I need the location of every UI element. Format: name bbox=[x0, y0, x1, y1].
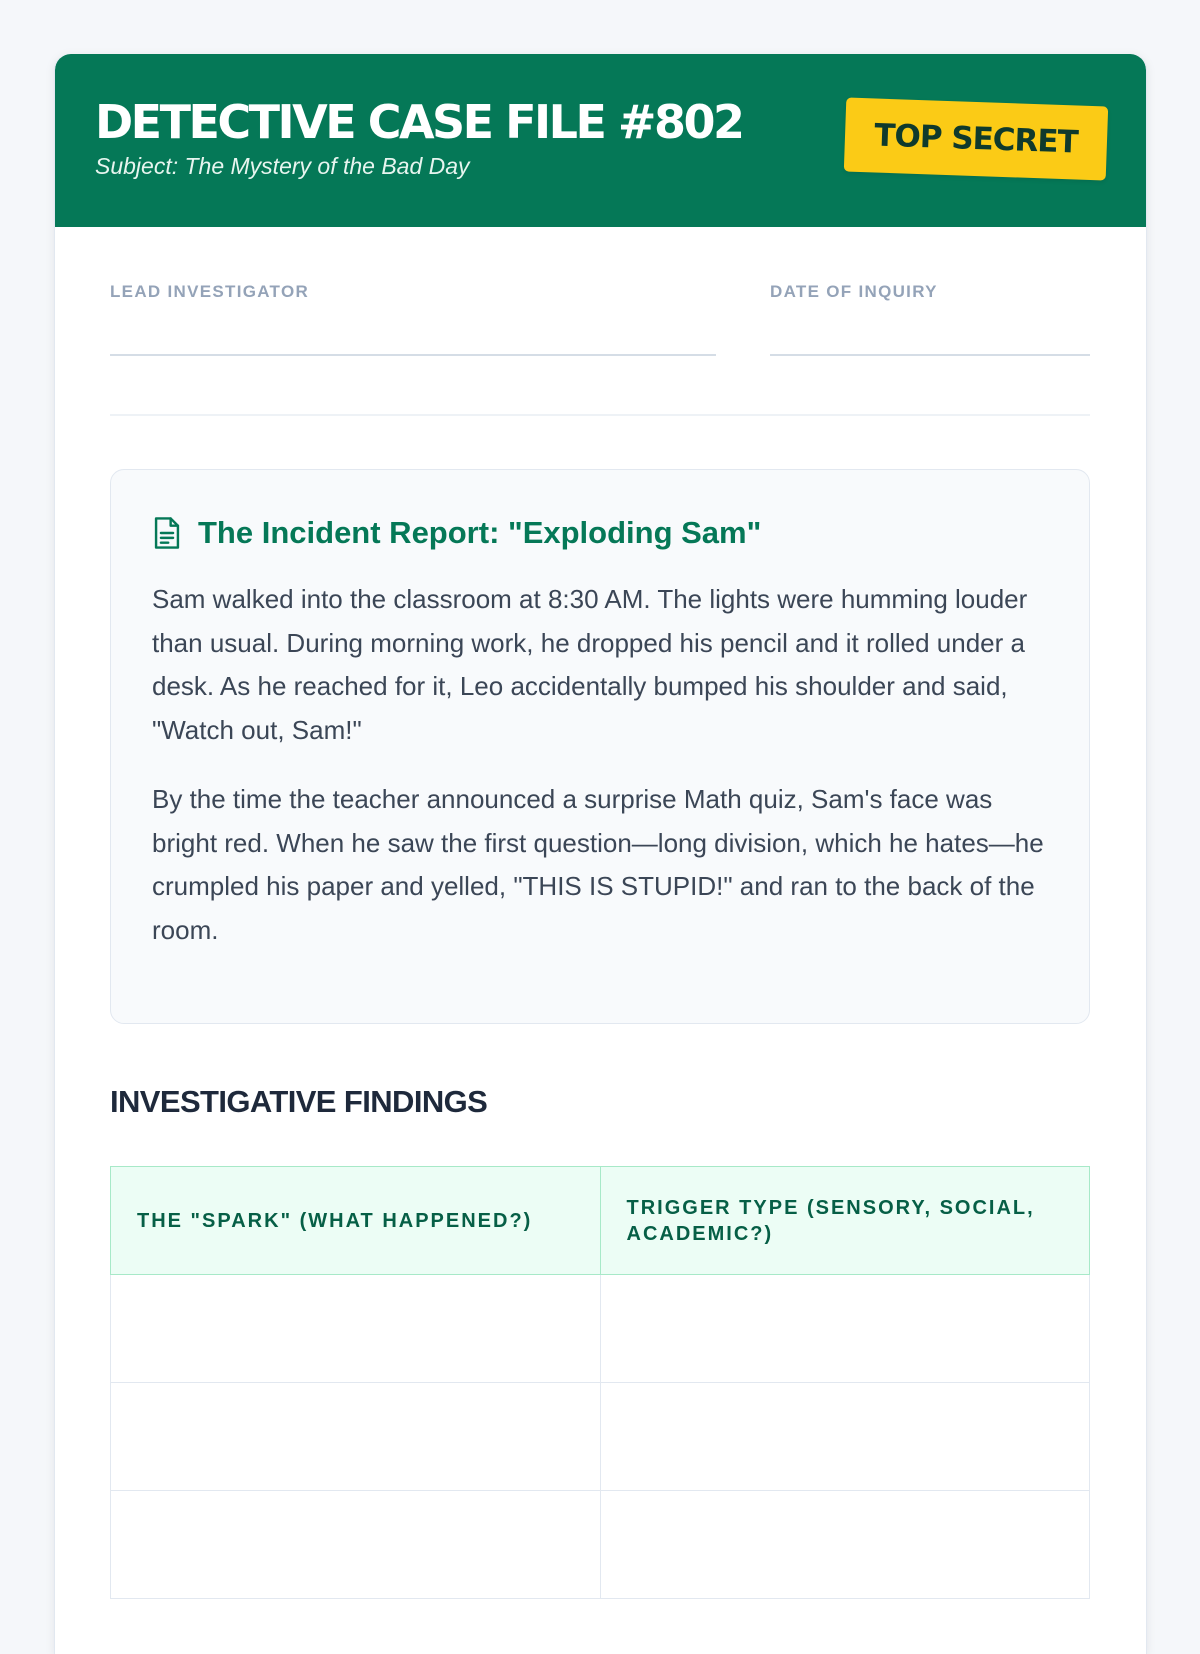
incident-report-title-text: The Incident Report: "Exploding Sam" bbox=[198, 515, 762, 550]
column-header-trigger-type: TRIGGER TYPE (SENSORY, SOCIAL, ACADEMIC?) bbox=[600, 1167, 1090, 1275]
spark-cell[interactable] bbox=[111, 1383, 601, 1491]
findings-table bbox=[110, 1166, 1090, 1599]
document-icon bbox=[152, 516, 182, 550]
incident-report-card bbox=[110, 469, 1090, 1024]
date-of-inquiry-field[interactable] bbox=[770, 282, 1090, 356]
case-file-header bbox=[55, 54, 1146, 227]
table-row bbox=[111, 1275, 1090, 1383]
trigger-type-cell[interactable] bbox=[600, 1491, 1090, 1599]
table-row bbox=[111, 1491, 1090, 1599]
date-of-inquiry-line[interactable] bbox=[770, 354, 1090, 356]
column-header-spark: THE "SPARK" (WHAT HAPPENED?) bbox=[111, 1167, 601, 1275]
page-title: DETECTIVE CASE FILE #802 bbox=[95, 95, 743, 149]
top-secret-stamp: TOP SECRET bbox=[844, 97, 1108, 180]
date-of-inquiry-label: DATE OF INQUIRY bbox=[770, 282, 938, 301]
incident-paragraph: By the time the teacher announced a surprise Math quiz, Sam's face was bright red. When he saw the first question—long division, which he hates—he crumpled his paper and yelled, "THIS IS STUPID!" and ran to the back of the room. bbox=[152, 784, 1044, 945]
trigger-type-cell[interactable] bbox=[600, 1275, 1090, 1383]
incident-paragraph: Sam walked into the classroom at 8:30 AM. The lights were humming louder than usual. During morning work, he dropped his pencil and it rolled under a desk. As he reached for it, Leo accidentally bumped his shoulder and said, "Watch out, Sam!" bbox=[152, 584, 1028, 745]
findings-title: INVESTIGATIVE FINDINGS bbox=[110, 1084, 488, 1119]
spark-cell[interactable] bbox=[111, 1275, 601, 1383]
lead-investigator-field[interactable] bbox=[110, 282, 716, 356]
table-header-row bbox=[111, 1167, 1090, 1275]
lead-investigator-line[interactable] bbox=[110, 354, 716, 356]
table-row bbox=[111, 1383, 1090, 1491]
incident-report-title bbox=[152, 514, 1049, 552]
trigger-type-cell[interactable] bbox=[600, 1383, 1090, 1491]
case-subtitle: Subject: The Mystery of the Bad Day bbox=[95, 153, 470, 179]
case-meta bbox=[110, 226, 1090, 416]
spark-cell[interactable] bbox=[111, 1491, 601, 1599]
lead-investigator-label: LEAD INVESTIGATOR bbox=[110, 282, 310, 301]
